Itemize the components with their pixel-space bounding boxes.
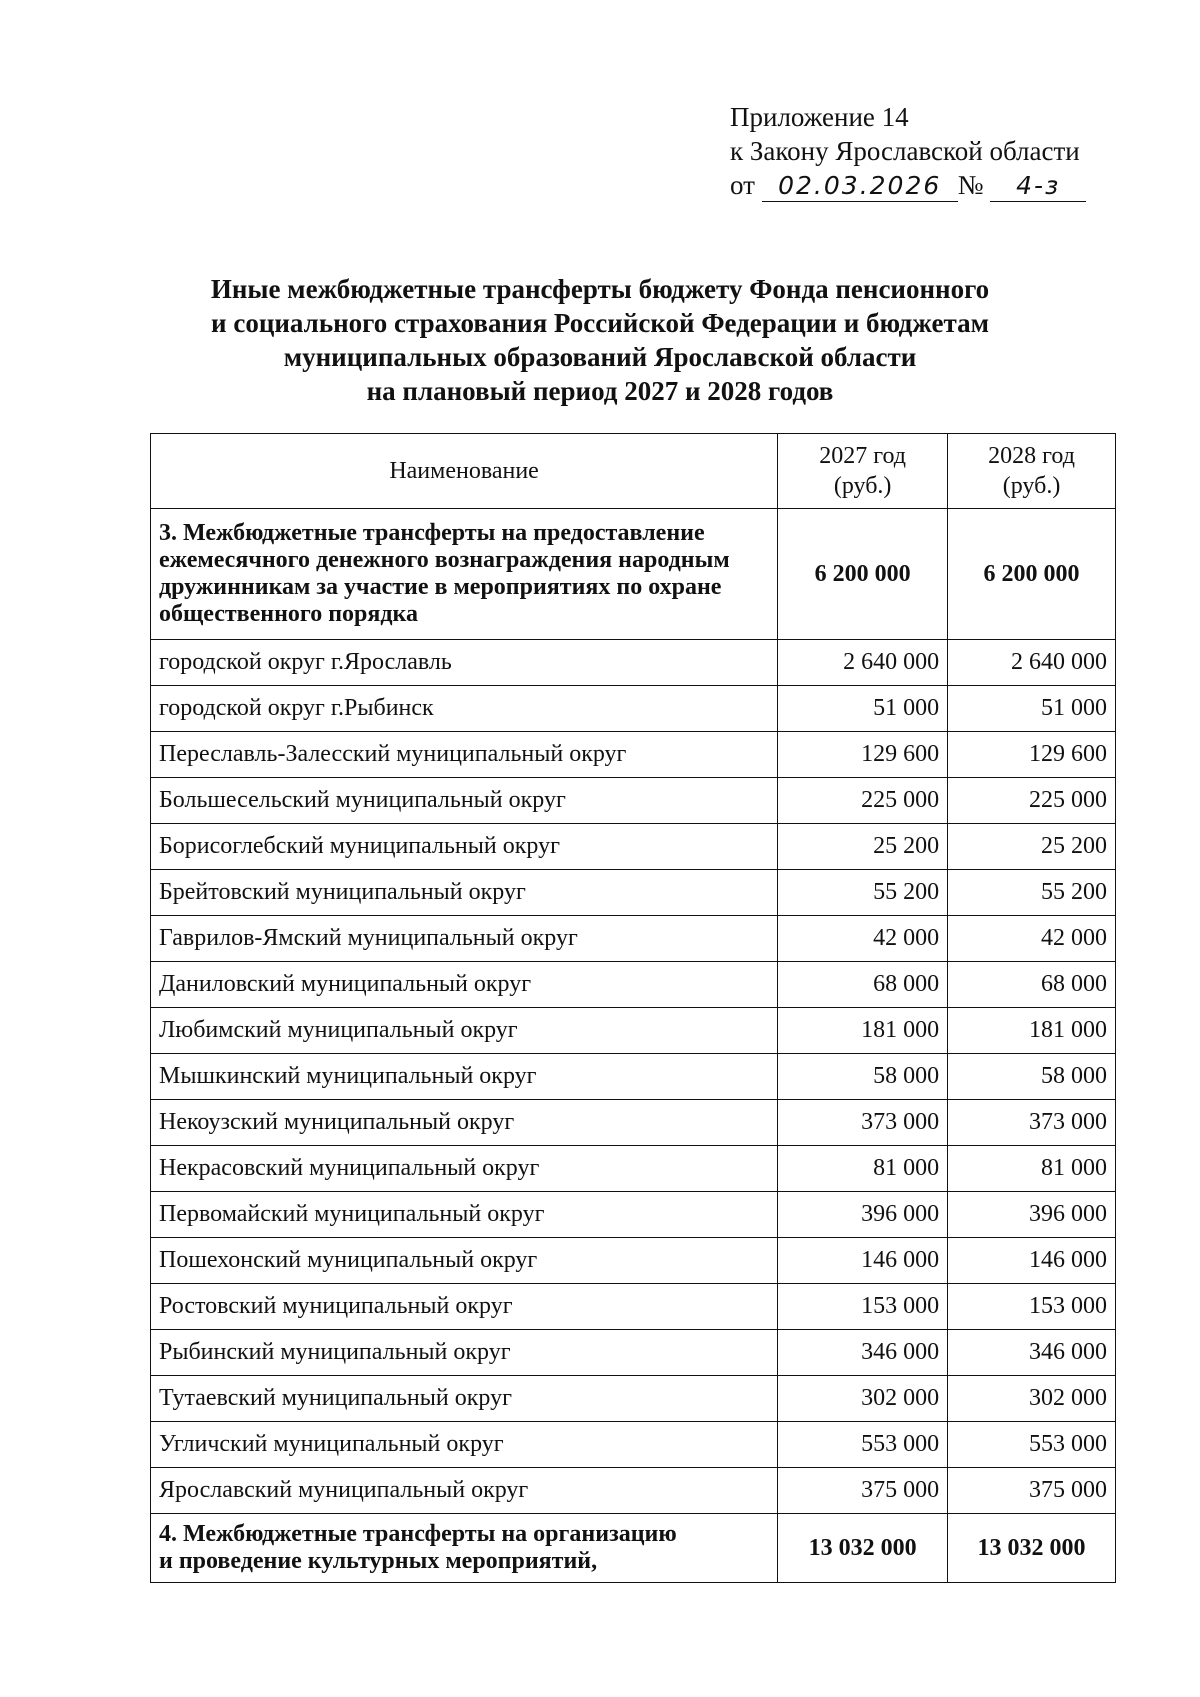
number-label: № [957, 170, 984, 200]
transfers-table [150, 433, 1116, 1583]
amount-2027: 346 000 [778, 1330, 948, 1376]
amount-2028: 68 000 [948, 962, 1116, 1008]
amount-2027: 42 000 [778, 916, 948, 962]
municipality-name: Даниловский муниципальный округ [151, 962, 778, 1008]
section-3-name-line: 3. Межбюджетные трансферты на предоставление [159, 520, 705, 546]
amount-2028: 302 000 [948, 1376, 1116, 1422]
amount-2028: 42 000 [948, 916, 1116, 962]
table-row [151, 732, 1116, 778]
table-row [151, 640, 1116, 686]
municipality-name: Первомайский муниципальный округ [151, 1192, 778, 1238]
table-row [151, 1146, 1116, 1192]
section-4-row [151, 1514, 1116, 1583]
municipality-name: Тутаевский муниципальный округ [151, 1376, 778, 1422]
table-header-row [151, 434, 1116, 509]
appendix-law-reference: к Закону Ярославской области [730, 136, 1080, 166]
section-3-name [151, 509, 778, 640]
amount-2027: 81 000 [778, 1146, 948, 1192]
table-row [151, 686, 1116, 732]
header-2028-year: 2028 год [988, 443, 1075, 469]
header-2027-year: 2027 год [819, 443, 906, 469]
table-row [151, 1008, 1116, 1054]
amount-2028: 129 600 [948, 732, 1116, 778]
amount-2027: 373 000 [778, 1100, 948, 1146]
municipality-name: Ростовский муниципальный округ [151, 1284, 778, 1330]
amount-2027: 553 000 [778, 1422, 948, 1468]
amount-2027: 51 000 [778, 686, 948, 732]
municipality-name: Рыбинский муниципальный округ [151, 1330, 778, 1376]
amount-2027: 2 640 000 [778, 640, 948, 686]
municipality-name: Мышкинский муниципальный округ [151, 1054, 778, 1100]
table-row [151, 1330, 1116, 1376]
amount-2028: 58 000 [948, 1054, 1116, 1100]
appendix-date-line [730, 168, 1086, 202]
amount-2027: 129 600 [778, 732, 948, 778]
header-2027-unit: (руб.) [833, 473, 892, 499]
table-row [151, 1468, 1116, 1514]
amount-2028: 146 000 [948, 1238, 1116, 1284]
header-2028 [948, 434, 1116, 509]
header-2027 [778, 434, 948, 509]
table-row [151, 1054, 1116, 1100]
handwritten-date: 02.03.2026 [762, 171, 958, 202]
header-name: Наименование [151, 434, 778, 509]
table-row [151, 1284, 1116, 1330]
table-row [151, 916, 1116, 962]
table-row [151, 1376, 1116, 1422]
amount-2028: 396 000 [948, 1192, 1116, 1238]
from-label: от [730, 170, 755, 200]
amount-2027: 25 200 [778, 824, 948, 870]
amount-2028: 225 000 [948, 778, 1116, 824]
section-3-name-line: общественного порядка [159, 601, 418, 627]
table-row [151, 870, 1116, 916]
amount-2027: 55 200 [778, 870, 948, 916]
section-4-name-line: и проведение культурных мероприятий, [159, 1548, 598, 1574]
municipality-name: Брейтовский муниципальный округ [151, 870, 778, 916]
section-3-name-line: ежемесячного денежного вознаграждения народным [159, 547, 730, 573]
table-row [151, 962, 1116, 1008]
amount-2028: 81 000 [948, 1146, 1116, 1192]
section-4-name-line: 4. Межбюджетные трансферты на организацию [159, 1521, 677, 1547]
appendix-title: Приложение 14 [730, 102, 909, 132]
amount-2027: 225 000 [778, 778, 948, 824]
section-3-2027: 6 200 000 [778, 509, 948, 640]
table-row [151, 1238, 1116, 1284]
table-row [151, 1192, 1116, 1238]
amount-2028: 346 000 [948, 1330, 1116, 1376]
municipality-name: Переславль-Залесский муниципальный округ [151, 732, 778, 778]
amount-2027: 396 000 [778, 1192, 948, 1238]
title-line: и социального страхования Российской Федерации и бюджетам [211, 308, 989, 338]
amount-2027: 375 000 [778, 1468, 948, 1514]
municipality-name: Ярославский муниципальный округ [151, 1468, 778, 1514]
section-4-2027: 13 032 000 [778, 1514, 948, 1583]
municipality-name: городской округ г.Рыбинск [151, 686, 778, 732]
amount-2028: 2 640 000 [948, 640, 1116, 686]
amount-2028: 373 000 [948, 1100, 1116, 1146]
municipality-name: Гаврилов-Ямский муниципальный округ [151, 916, 778, 962]
table-row [151, 824, 1116, 870]
section-4-name [151, 1514, 778, 1583]
municipality-name: Пошехонский муниципальный округ [151, 1238, 778, 1284]
municipality-name: городской округ г.Ярославль [151, 640, 778, 686]
amount-2027: 302 000 [778, 1376, 948, 1422]
municipality-name: Любимский муниципальный округ [151, 1008, 778, 1054]
appendix-block [730, 100, 1086, 202]
section-4-2028: 13 032 000 [948, 1514, 1116, 1583]
title-line: на плановый период 2027 и 2028 годов [366, 376, 834, 406]
amount-2028: 375 000 [948, 1468, 1116, 1514]
header-2028-unit: (руб.) [1002, 473, 1061, 499]
municipality-name: Угличский муниципальный округ [151, 1422, 778, 1468]
handwritten-number: 4-з [990, 171, 1086, 202]
municipality-name: Борисоглебский муниципальный округ [151, 824, 778, 870]
section-3-2028: 6 200 000 [948, 509, 1116, 640]
amount-2027: 68 000 [778, 962, 948, 1008]
amount-2028: 25 200 [948, 824, 1116, 870]
amount-2028: 51 000 [948, 686, 1116, 732]
amount-2027: 153 000 [778, 1284, 948, 1330]
amount-2027: 58 000 [778, 1054, 948, 1100]
municipality-name: Некрасовский муниципальный округ [151, 1146, 778, 1192]
amount-2028: 55 200 [948, 870, 1116, 916]
document-title [150, 272, 1050, 408]
amount-2027: 146 000 [778, 1238, 948, 1284]
amount-2028: 153 000 [948, 1284, 1116, 1330]
table-row [151, 1422, 1116, 1468]
municipality-name: Некоузский муниципальный округ [151, 1100, 778, 1146]
amount-2027: 181 000 [778, 1008, 948, 1054]
title-line: Иные межбюджетные трансферты бюджету Фонда пенсионного [210, 274, 990, 304]
table-row [151, 778, 1116, 824]
section-3-name-line: дружинникам за участие в мероприятиях по охране [159, 574, 722, 600]
table-row [151, 1100, 1116, 1146]
section-3-row [151, 509, 1116, 640]
municipality-name: Большесельский муниципальный округ [151, 778, 778, 824]
title-line: муниципальных образований Ярославской области [283, 342, 917, 372]
amount-2028: 181 000 [948, 1008, 1116, 1054]
amount-2028: 553 000 [948, 1422, 1116, 1468]
